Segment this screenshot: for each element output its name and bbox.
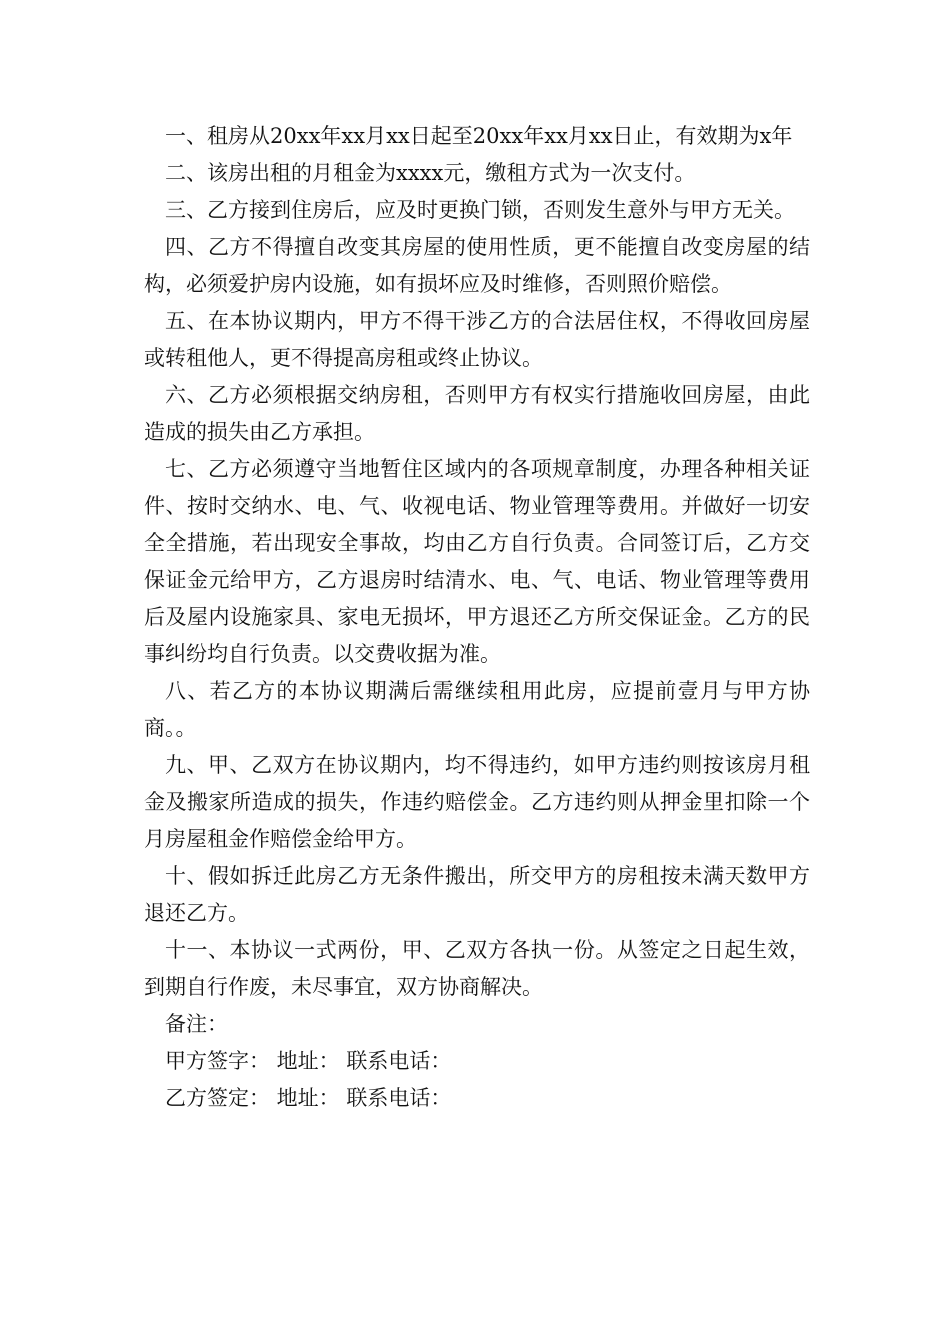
clause-1: 一、租房从20xx年xx月xx日起至20xx年xx月xx日止，有效期为x年 [165,124,793,148]
clause-11: 十一、本协议一式两份，甲、乙双方各执一份。从签定之日起生效，到期自行作废，未尽事宜，双方协商解决。 [144,938,810,999]
clause-7: 七、乙方必须遵守当地暂住区域内的各项规章制度，办理各种相关证件、按时交纳水、电、气、收视电话、物业管理等费用。并做好一切安全全措施，若出现安全事故，均由乙方自行负责。合同签订后，乙方交保证金元给甲方，乙方退房时结清水、电、气、电话、物业管理等费用后及屋内设施家具、家电无损坏，甲方退还乙方所交保证金。乙方的民事纠纷均自行负责。以交费收据为准。 [144,457,810,666]
clause-3: 三、乙方接到住房后，应及时更换门锁，否则发生意外与甲方无关。 [165,198,795,222]
clause-4: 四、乙方不得擅自改变其房屋的使用性质，更不能擅自改变房屋的结构，必须爱护房内设施，如有损坏应及时维修，否则照价赔偿。 [144,235,810,296]
clause-9: 九、甲、乙双方在协议期内，均不得违约，如甲方违约则按该房月租金及搬家所造成的损失，作违约赔偿金。乙方违约则从押金里扣除一个月房屋租金作赔偿金给甲方。 [144,753,810,851]
remark-label: 备注： [165,1012,228,1036]
party-a-signature-line: 甲方签字： 地址： 联系电话： [165,1049,452,1073]
clause-5: 五、在本协议期内，甲方不得干涉乙方的合法居住权，不得收回房屋或转租他人，更不得提高房租或终止协议。 [144,309,810,370]
clause-10: 十、假如拆迁此房乙方无条件搬出，所交甲方的房租按未满天数甲方退还乙方。 [144,864,810,925]
clause-6: 六、乙方必须根据交纳房租，否则甲方有权实行措施收回房屋，由此造成的损失由乙方承担。 [144,383,810,444]
clause-8: 八、若乙方的本协议期满后需继续租用此房，应提前壹月与甲方协商。。 [144,679,810,740]
party-b-signature-line: 乙方签定： 地址： 联系电话： [165,1086,452,1110]
clause-2: 二、该房出租的月租金为xxxx元，缴租方式为一次支付。 [165,161,696,185]
contract-body [144,118,810,1117]
